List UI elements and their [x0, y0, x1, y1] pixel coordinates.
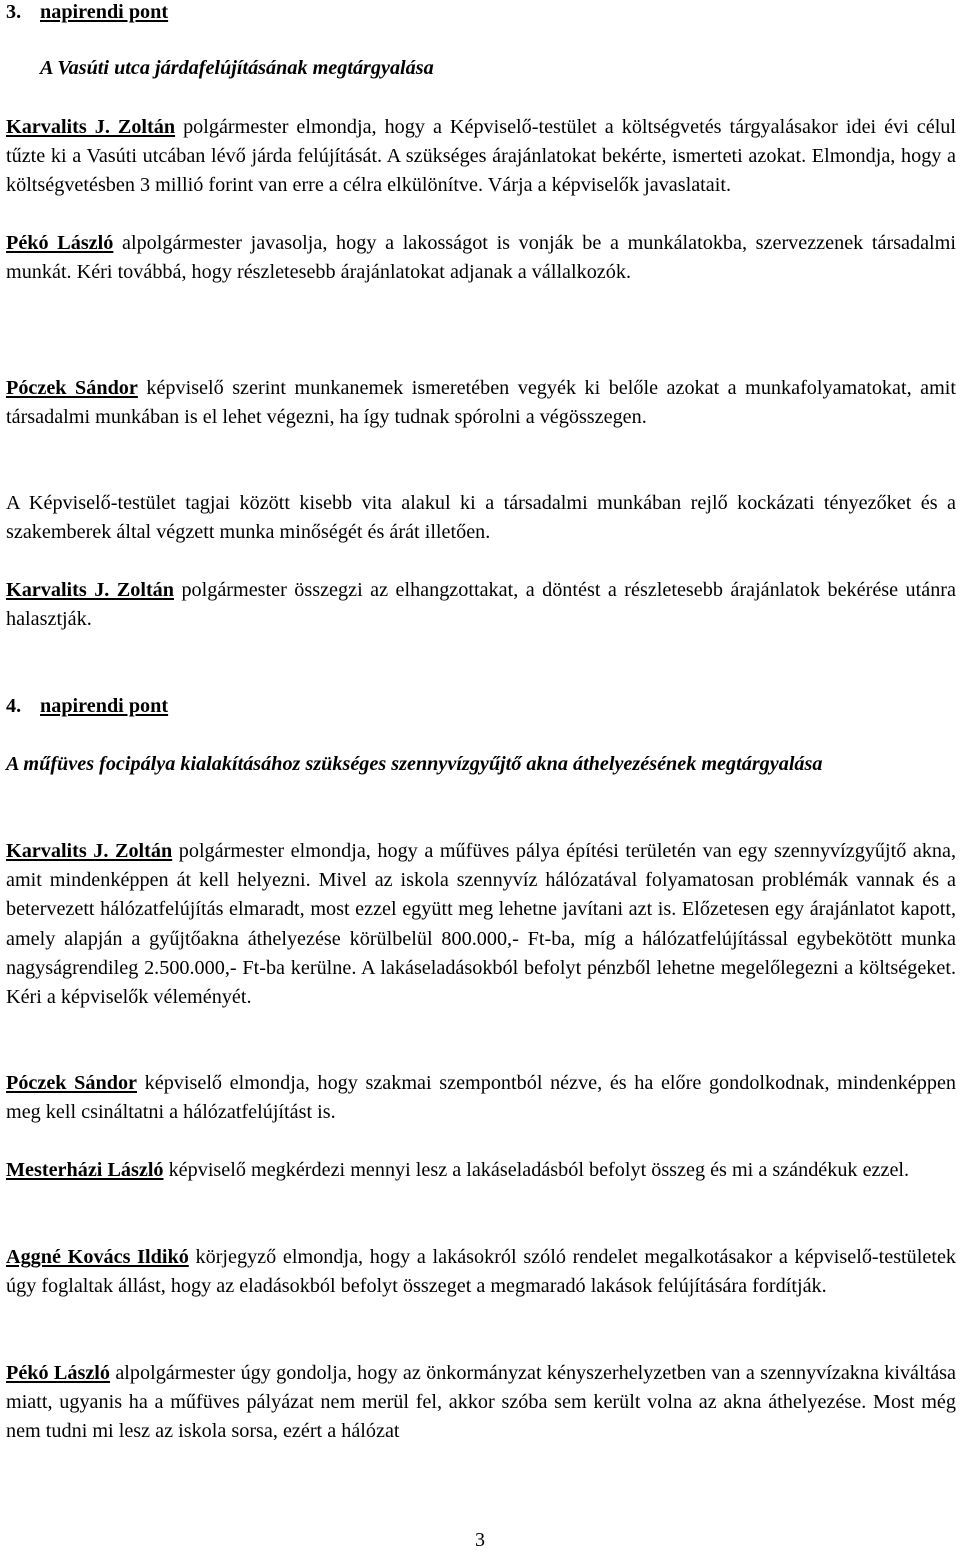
speaker-name: Pékó László: [6, 232, 114, 254]
minutes-paragraph: [6, 113, 956, 201]
speaker-name: Póczek Sándor: [6, 377, 138, 399]
agenda-item-heading: [6, 693, 168, 719]
agenda-item-label: napirendi pont: [40, 695, 169, 717]
speaker-name: Pékó László: [6, 1362, 111, 1384]
paragraph-text: polgármester elmondja, hogy a műfüves pálya építési területén van egy szennyvízgyűjtő akna, amit mindenképpen át kell helyezni. Mivel az iskola szennyvíz hálózatával folyamatosan problémák vannak és a betervezett hálózatfelújítás elmaradt, most ezzel együtt meg lehetne javítani azt is. Előzetesen egy árajánlatot kapott, amely alapján a gyűjtőakna áthelyezése körülbelül 800.000,- Ft-ba, míg a hálózatfelújítással egybekötött munka nagyságrendileg 2.500.000,- Ft-ba kerülne. A lakáseladásokból befolyt pénzből lehetne megelőlegezni a költségeket. Kéri a képviselők véleményét.: [6, 840, 957, 1009]
paragraph-text: képviselő elmondja, hogy szakmai szempontból nézve, és ha előre gondolkodnak, mindenképpen meg kell csináltatni a hálózatfelújítást is.: [6, 1072, 956, 1124]
minutes-paragraph: [6, 837, 956, 1012]
paragraph-text: körjegyző elmondja, hogy a lakásokról szóló rendelet megalkotásakor a képviselő-testületek úgy foglaltak állást, hogy az eladásokból befolyt összeget a megmaradó lakások felújítására fordítják.: [6, 1246, 956, 1298]
agenda-item-heading: [6, 0, 168, 25]
minutes-paragraph: [6, 1156, 956, 1185]
minutes-paragraph: [6, 1069, 956, 1127]
minutes-paragraph: [6, 1243, 956, 1301]
paragraph-text: polgármester elmondja, hogy a Képviselő-testület a költségvetés tárgyalásakor idei évi célul tűzte ki a Vasúti utcában lévő járda felújítását. A szükséges árajánlatokat bekérte, ismerteti azokat. Elmondja, hogy a költségvetésben 3 millió forint van erre a célra elkülönítve. Várja a képviselők javaslatait.: [6, 116, 957, 197]
minutes-paragraph: [6, 1359, 956, 1447]
agenda-item-subject: A Vasúti utca járdafelújításának megtárgyalása: [40, 57, 434, 79]
paragraph-text: alpolgármester javasolja, hogy a lakosságot is vonják be a munkálatokba, szervezzenek társadalmi munkát. Kéri továbbá, hogy részletesebb árajánlatokat adjanak a vállalkozók.: [6, 232, 956, 284]
speaker-name: Mesterházi László: [6, 1159, 164, 1181]
agenda-item-number: 4.: [6, 695, 22, 717]
speaker-name: Karvalits J. Zoltán: [6, 840, 173, 862]
agenda-item-subject: A műfüves focipálya kialakításához szükséges szennyvízgyűjtő akna áthelyezésének megtárgyalása: [6, 753, 823, 775]
speaker-name: Karvalits J. Zoltán: [6, 579, 174, 601]
minutes-paragraph: [6, 229, 956, 287]
speaker-name: Póczek Sándor: [6, 1072, 138, 1094]
minutes-paragraph: [6, 374, 956, 432]
paragraph-text: alpolgármester úgy gondolja, hogy az önkormányzat kényszerhelyzetben van a szennyvízakna kiváltása miatt, ugyanis ha a műfüves pályázat nem merül fel, akkor szóba sem került volna az akna áthelyezése. Most még nem tudni mi lesz az iskola sorsa, ezért a hálózat: [6, 1362, 956, 1443]
paragraph-text: A Képviselő-testület tagjai között kisebb vita alakul ki a társadalmi munkában rejlő kockázati tényezőket és a szakemberek által végzett munka minőségét és árát illetően.: [6, 492, 956, 544]
speaker-name: Aggné Kovács Ildikó: [6, 1246, 189, 1268]
minutes-paragraph: [6, 576, 956, 634]
page-number: 3: [475, 1529, 485, 1551]
speaker-name: Karvalits J. Zoltán: [6, 116, 176, 138]
minutes-paragraph: [6, 489, 956, 547]
paragraph-text: képviselő szerint munkanemek ismeretében vegyék ki belőle azokat a munkafolyamatokat, amit társadalmi munkában is el lehet végezni, ha így tudnak spórolni a végösszegen.: [6, 377, 956, 429]
paragraph-text: polgármester összegzi az elhangzottakat, a döntést a részletesebb árajánlatok bekérése utánra halasztják.: [6, 579, 956, 631]
agenda-item-number: 3.: [6, 1, 22, 23]
agenda-item-label: napirendi pont: [40, 1, 169, 23]
paragraph-text: képviselő megkérdezi mennyi lesz a lakáseladásból befolyt összeg és mi a szándékuk ezzel.: [163, 1159, 910, 1181]
